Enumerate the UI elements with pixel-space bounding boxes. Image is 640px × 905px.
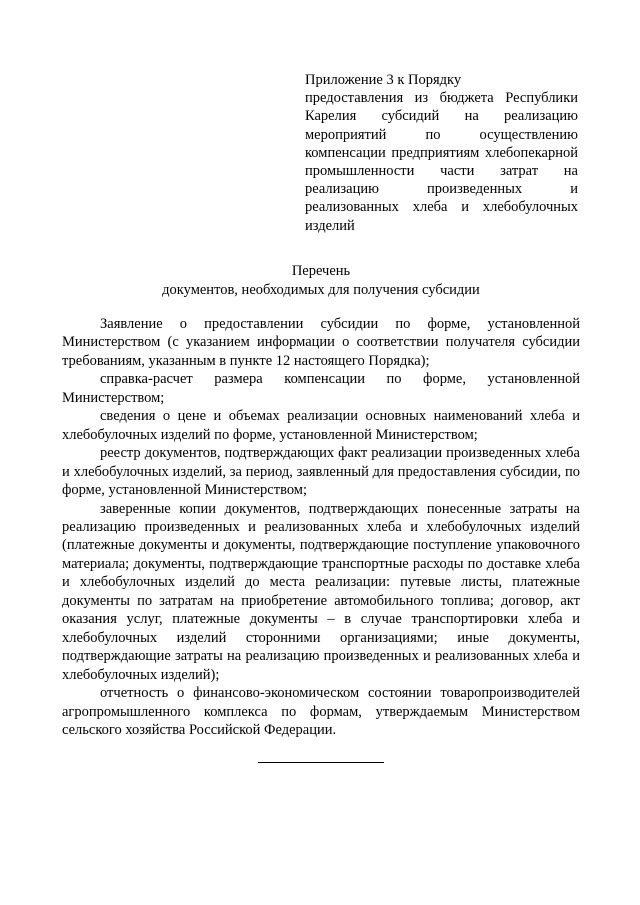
- list-item: реестр документов, подтверждающих факт реализации произведенных хлеба и хлебобулочных изделий, за период, заявленный для предоставления субсидии, по форме, установленной Министерством;: [62, 445, 580, 499]
- appendix-first-line: Приложение 3 к Порядку: [305, 72, 462, 88]
- title-line-2: документов, необходимых для получения субсидии: [162, 281, 480, 298]
- list-item: заверенные копии документов, подтверждающих понесенные затраты на реализацию произведенных и реализованных хлеба и хлебобулочных изделий (платежные документы и документы, подтверждающие поступление упаковочного материала; документы, подтверждающие транспортные расходы по доставке хлеба и хлебобулочных изделий до места реализации: путевые листы, платежные документы по затратам на приобретение автомобильного топлива; договор, акт оказания услуг, платежные документы – в случае транспортировки хлеба и хлебобулочных изделий сторонними организациями; иные документы, подтверждающие затраты на реализацию произведенных и реализованных хлеба и хлебобулочных изделий);: [62, 500, 580, 683]
- appendix-text: предоставления из бюджета Республики Карелия субсидий на реализацию мероприятий по осуществлению компенсации предприятиям хлебопекарной промышленности части затрат на реализацию произведенных и реализованных хлеба и хлебобулочных изделий: [305, 90, 578, 234]
- appendix-header: [305, 71, 578, 235]
- list-item: справка-расчет размера компенсации по форме, установленной Министерством;: [62, 371, 580, 406]
- list-item: отчетность о финансово-экономическом состоянии товаропроизводителей агропромышленного комплекса по формам, утверждаемым Министерством сельского хозяйства Российской Федерации.: [62, 685, 580, 738]
- list-item: сведения о цене и объемах реализации основных наименований хлеба и хлебобулочных изделий по форме, установленной Министерством;: [62, 408, 580, 443]
- end-separator-line: [258, 762, 384, 763]
- document-title: [62, 262, 580, 299]
- list-item: Заявление о предоставлении субсидии по форме, установленной Министерством (с указанием информации о соответствии получателя субсидии требованиям, указанным в пункте 12 настоящего Порядка);: [62, 316, 580, 369]
- document-list: [62, 315, 580, 739]
- title-line-1: Перечень: [291, 263, 351, 279]
